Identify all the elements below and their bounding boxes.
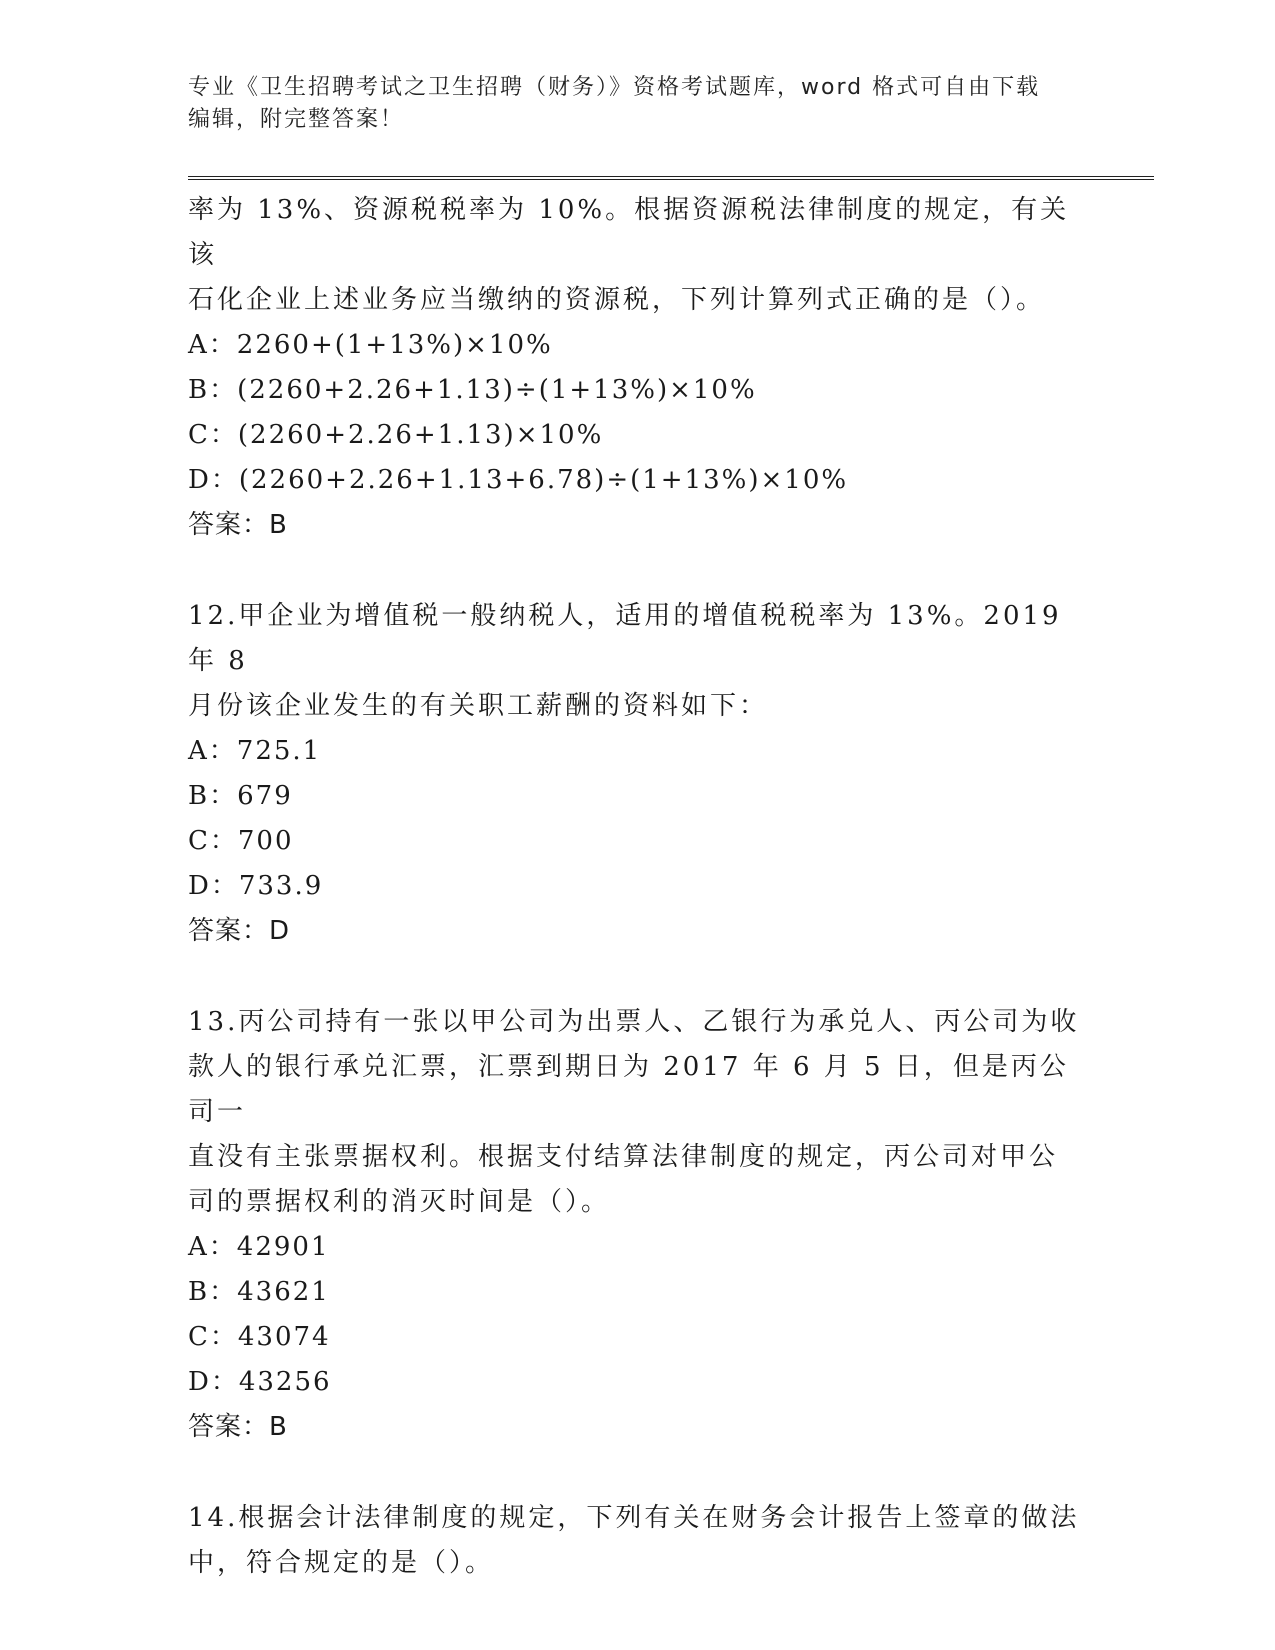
option-c: C：43074 bbox=[188, 1322, 331, 1352]
option-b: B：(2260+2.26+1.13)÷(1+13%)×10% bbox=[188, 375, 757, 405]
question-text-line: 直没有主张票据权利。根据支付结算法律制度的规定，丙公司对甲公 bbox=[188, 1142, 1059, 1172]
option-a: A：42901 bbox=[188, 1232, 330, 1262]
question-text-line: 月份该企业发生的有关职工薪酬的资料如下： bbox=[188, 691, 769, 721]
question-spacer bbox=[188, 954, 1088, 1000]
question-text-line: 13.丙公司持有一张以甲公司为出票人、乙银行为承兑人、丙公司为收 bbox=[188, 1007, 1080, 1037]
question-11 bbox=[188, 188, 1088, 548]
answer-line: 答案：D bbox=[188, 916, 291, 946]
question-text-line: 率为 13%、资源税税率为 10%。根据资源税法律制度的规定，有关该 bbox=[188, 195, 1070, 270]
option-d: D：733.9 bbox=[188, 871, 324, 901]
answer-line: 答案：B bbox=[188, 1412, 288, 1442]
question-14 bbox=[188, 1496, 1088, 1586]
question-text-line: 款人的银行承兑汇票，汇票到期日为 2017 年 6 月 5 日，但是丙公司一 bbox=[188, 1052, 1069, 1127]
question-text-line: 石化企业上述业务应当缴纳的资源税，下列计算列式正确的是（）。 bbox=[188, 285, 1046, 315]
option-a: A：2260+(1+13%)×10% bbox=[188, 330, 553, 360]
header-line-2: 编辑，附完整答案！ bbox=[188, 107, 405, 132]
option-b: B：679 bbox=[188, 781, 293, 811]
question-text-line: 12.甲企业为增值税一般纳税人，适用的增值税税率为 13%。2019 年 8 bbox=[188, 601, 1062, 676]
question-12 bbox=[188, 594, 1088, 954]
question-spacer bbox=[188, 548, 1088, 594]
document-body bbox=[188, 188, 1088, 1586]
question-13 bbox=[188, 1000, 1088, 1450]
question-spacer bbox=[188, 1450, 1088, 1496]
option-c: C：700 bbox=[188, 826, 294, 856]
option-d: D：(2260+2.26+1.13+6.78)÷(1+13%)×10% bbox=[188, 465, 849, 495]
question-text-line: 中，符合规定的是（）。 bbox=[188, 1548, 495, 1578]
question-text-line: 14.根据会计法律制度的规定，下列有关在财务会计报告上签章的做法 bbox=[188, 1503, 1080, 1533]
option-b: B：43621 bbox=[188, 1277, 330, 1307]
header-line-1: 专业《卫生招聘考试之卫生招聘（财务）》资格考试题库，word 格式可自由下载 bbox=[188, 75, 1041, 100]
option-d: D：43256 bbox=[188, 1367, 332, 1397]
header-divider bbox=[188, 176, 1154, 180]
option-a: A：725.1 bbox=[188, 736, 322, 766]
answer-line: 答案：B bbox=[188, 510, 288, 540]
document-header bbox=[188, 72, 1088, 136]
question-text-line: 司的票据权利的消灭时间是（）。 bbox=[188, 1187, 611, 1217]
option-c: C：(2260+2.26+1.13)×10% bbox=[188, 420, 604, 450]
